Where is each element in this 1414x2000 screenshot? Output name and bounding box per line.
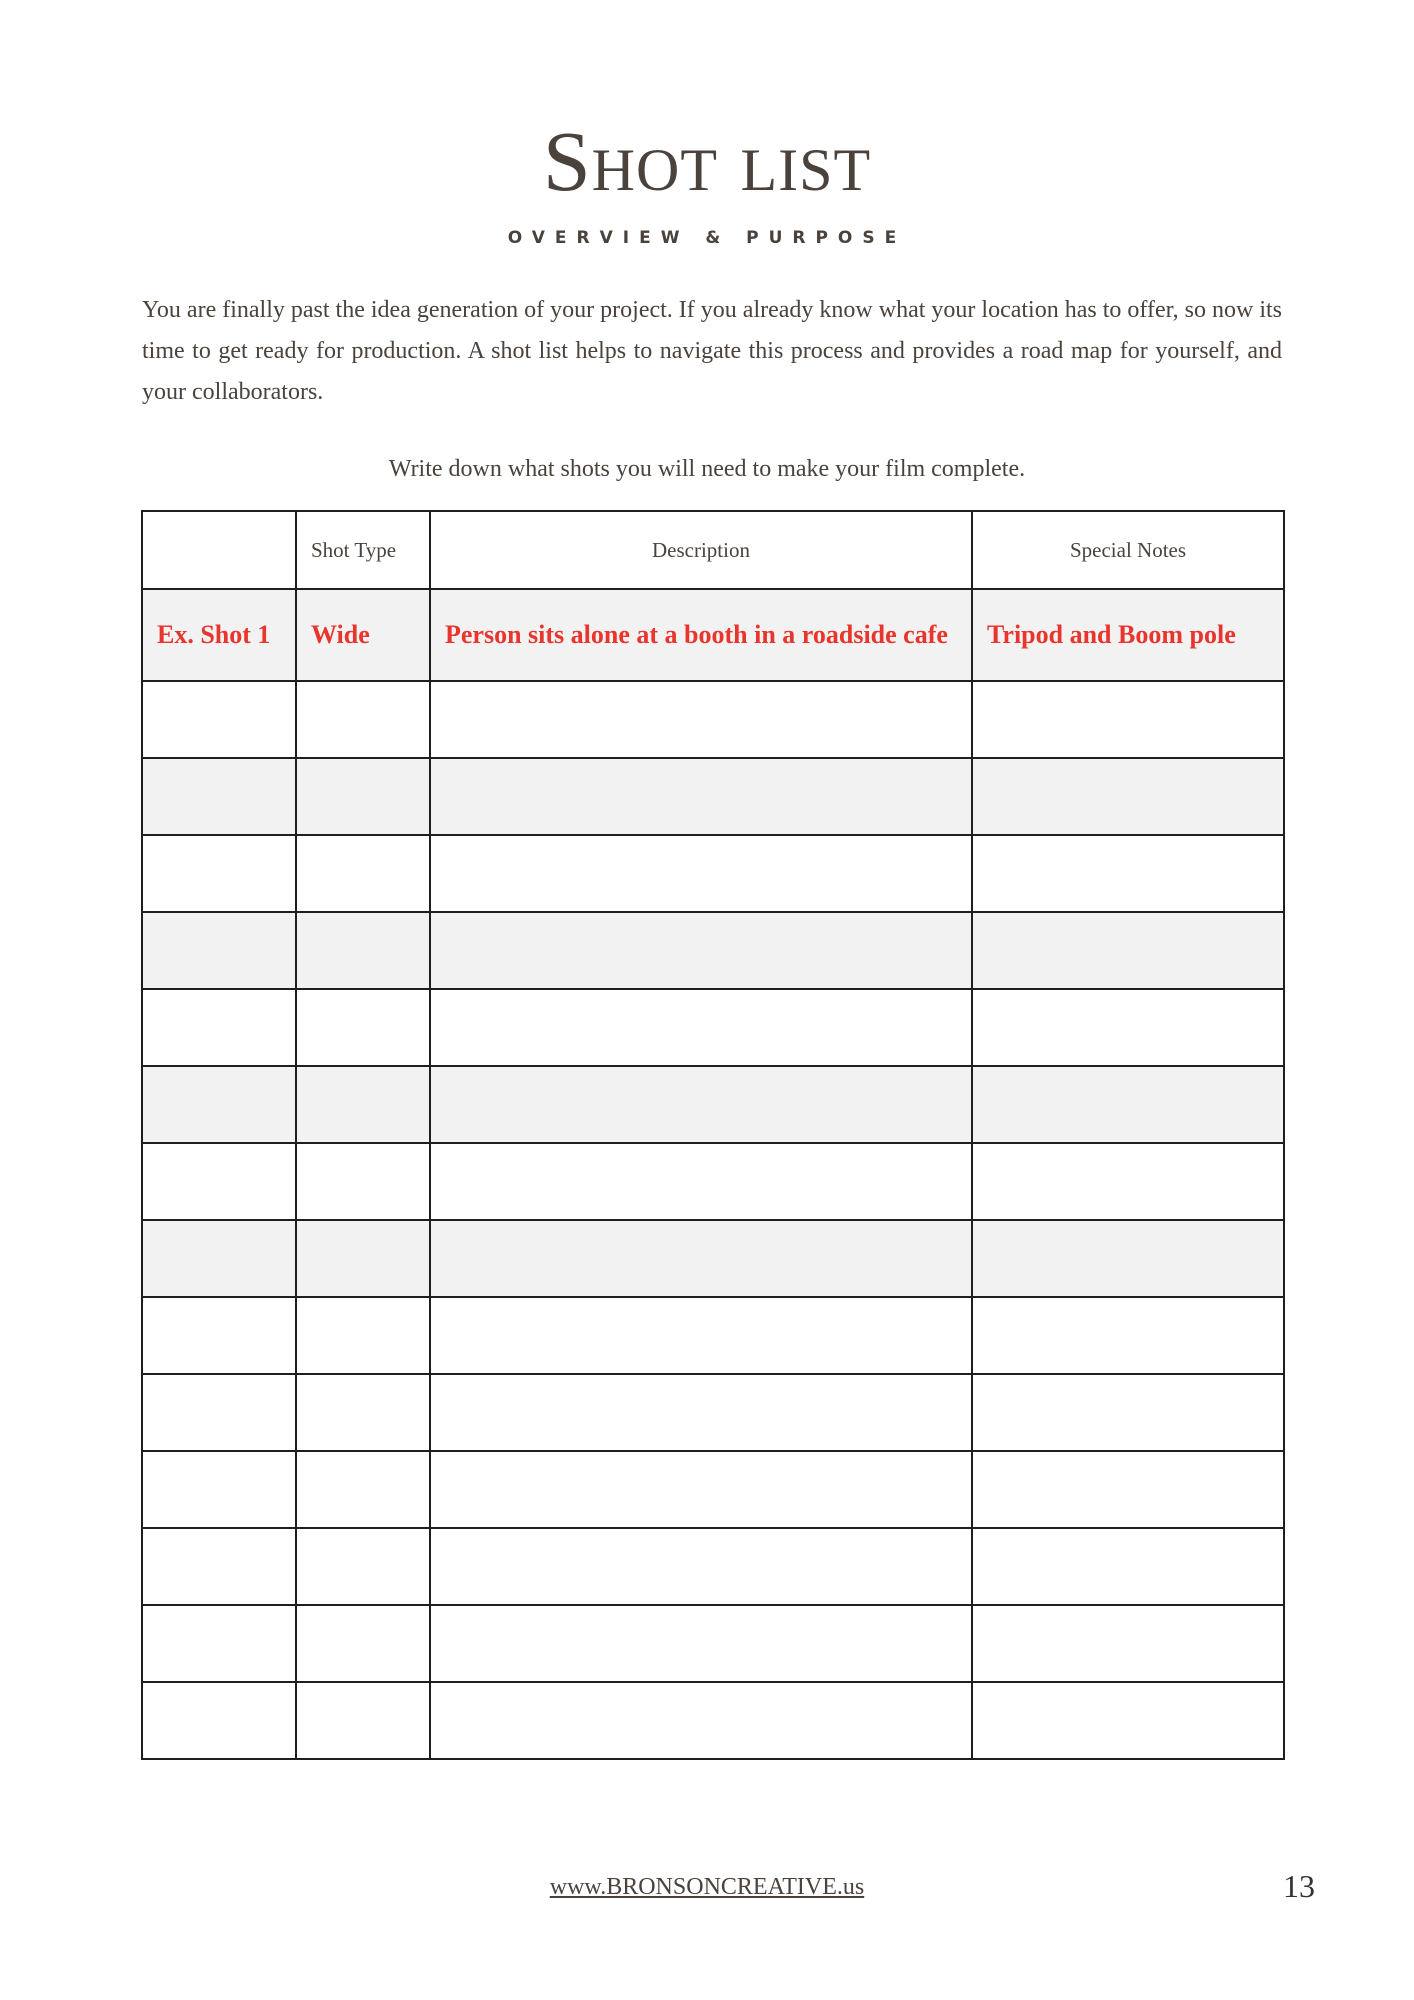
shot-number-cell[interactable]	[142, 1220, 296, 1297]
shot-number-cell[interactable]	[142, 1297, 296, 1374]
shot-type-cell[interactable]	[296, 758, 430, 835]
shot-type-cell[interactable]	[296, 1220, 430, 1297]
description-cell[interactable]	[430, 835, 972, 912]
description-cell[interactable]	[430, 1682, 972, 1759]
table-row	[142, 989, 1284, 1066]
table-row	[142, 1682, 1284, 1759]
table-header-row	[142, 511, 1284, 589]
description-cell[interactable]	[430, 1605, 972, 1682]
special-notes-cell[interactable]	[972, 912, 1284, 989]
table-row	[142, 1297, 1284, 1374]
description-cell[interactable]	[430, 1143, 972, 1220]
table-row	[142, 835, 1284, 912]
shot-number-cell[interactable]	[142, 1374, 296, 1451]
special-notes-cell[interactable]	[972, 1374, 1284, 1451]
special-notes-cell[interactable]	[972, 1605, 1284, 1682]
description-cell[interactable]	[430, 1374, 972, 1451]
table-row	[142, 1220, 1284, 1297]
table-row	[142, 1066, 1284, 1143]
description-cell[interactable]	[430, 1066, 972, 1143]
page-subtitle: OVERVIEW & PURPOSE	[507, 228, 907, 248]
description-cell[interactable]	[430, 1528, 972, 1605]
special-notes-cell[interactable]	[972, 1143, 1284, 1220]
example-special-notes: Tripod and Boom pole	[972, 589, 1284, 681]
shot-number-cell[interactable]	[142, 1066, 296, 1143]
page-title: Shot list	[542, 113, 872, 209]
example-row	[142, 589, 1284, 681]
special-notes-cell[interactable]	[972, 835, 1284, 912]
description-cell[interactable]	[430, 989, 972, 1066]
special-notes-cell[interactable]	[972, 1066, 1284, 1143]
example-shot-type: Wide	[296, 589, 430, 681]
shot-number-cell[interactable]	[142, 681, 296, 758]
header-special-notes: Special Notes	[972, 511, 1284, 589]
intro-paragraph: You are finally past the idea generation of your project. If you already know what your location has to offer, so now its time to get ready for production. A shot list helps to navigate this process and provides a road map for yourself, and your collaborators.	[142, 297, 1282, 405]
instruction-text: Write down what shots you will need to make your film complete.	[388, 456, 1026, 482]
special-notes-cell[interactable]	[972, 681, 1284, 758]
table-row	[142, 1143, 1284, 1220]
website-link[interactable]: www.BRONSONCREATIVE.us	[549, 1874, 865, 1900]
example-shot-number: Ex. Shot 1	[142, 589, 296, 681]
shot-type-cell[interactable]	[296, 1143, 430, 1220]
shot-type-cell[interactable]	[296, 1374, 430, 1451]
example-description: Person sits alone at a booth in a roadside cafe	[430, 589, 972, 681]
description-cell[interactable]	[430, 681, 972, 758]
special-notes-cell[interactable]	[972, 1220, 1284, 1297]
table-row	[142, 758, 1284, 835]
table-row	[142, 1374, 1284, 1451]
description-cell[interactable]	[430, 1220, 972, 1297]
shot-type-cell[interactable]	[296, 1066, 430, 1143]
shot-number-cell[interactable]	[142, 1605, 296, 1682]
special-notes-cell[interactable]	[972, 758, 1284, 835]
shot-type-cell[interactable]	[296, 1451, 430, 1528]
table-row	[142, 1451, 1284, 1528]
shot-type-cell[interactable]	[296, 912, 430, 989]
special-notes-cell[interactable]	[972, 1451, 1284, 1528]
page-number: 13	[1283, 1868, 1315, 1904]
special-notes-cell[interactable]	[972, 1528, 1284, 1605]
shot-type-cell[interactable]	[296, 681, 430, 758]
shot-type-cell[interactable]	[296, 835, 430, 912]
table-row	[142, 1528, 1284, 1605]
header-shot-type: Shot Type	[296, 511, 430, 589]
table-row	[142, 912, 1284, 989]
special-notes-cell[interactable]	[972, 1682, 1284, 1759]
shot-type-cell[interactable]	[296, 1297, 430, 1374]
description-cell[interactable]	[430, 758, 972, 835]
special-notes-cell[interactable]	[972, 1297, 1284, 1374]
shot-list-table	[141, 510, 1285, 1760]
shot-number-cell[interactable]	[142, 1143, 296, 1220]
header-shot-number	[142, 511, 296, 589]
description-cell[interactable]	[430, 1297, 972, 1374]
shot-type-cell[interactable]	[296, 1682, 430, 1759]
shot-number-cell[interactable]	[142, 912, 296, 989]
shot-number-cell[interactable]	[142, 1682, 296, 1759]
shot-number-cell[interactable]	[142, 989, 296, 1066]
table-row	[142, 681, 1284, 758]
shot-type-cell[interactable]	[296, 989, 430, 1066]
shot-number-cell[interactable]	[142, 758, 296, 835]
table-row	[142, 1605, 1284, 1682]
special-notes-cell[interactable]	[972, 989, 1284, 1066]
shot-type-cell[interactable]	[296, 1528, 430, 1605]
description-cell[interactable]	[430, 1451, 972, 1528]
shot-type-cell[interactable]	[296, 1605, 430, 1682]
description-cell[interactable]	[430, 912, 972, 989]
shot-number-cell[interactable]	[142, 1528, 296, 1605]
header-description: Description	[430, 511, 972, 589]
shot-number-cell[interactable]	[142, 835, 296, 912]
shot-number-cell[interactable]	[142, 1451, 296, 1528]
